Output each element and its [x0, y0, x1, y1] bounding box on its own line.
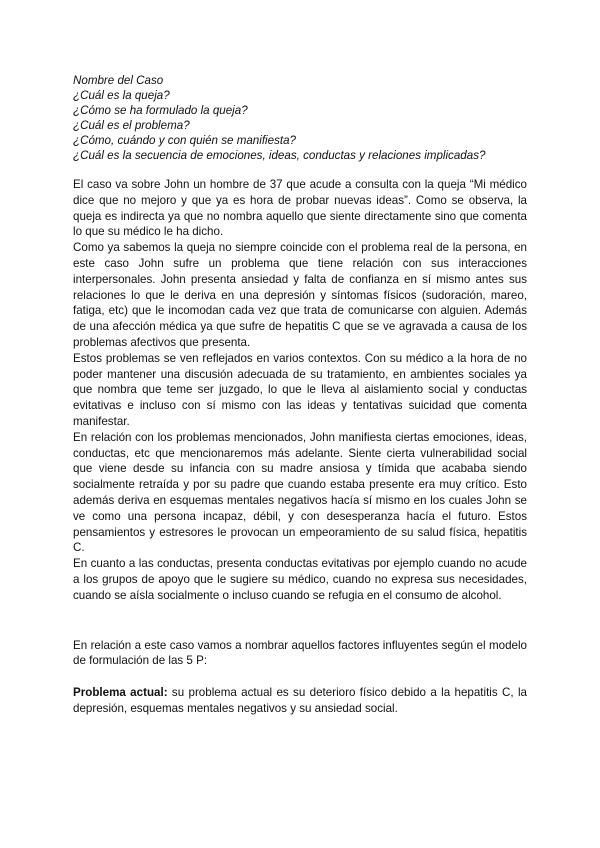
paragraph: En cuanto a las conductas, presenta conductas evitativas por ejemplo cuando no acude a los grupos de apoyo que le sugiere su médico, cuando no expresa sus necesidades, cuando se aísla socialmente o incluso cuando se refugia en el consumo de alcohol. — [73, 557, 527, 602]
question-manifestation: ¿Cómo, cuándo y con quién se manifiesta? — [73, 134, 296, 147]
question-problem: ¿Cuál es el problema? — [73, 119, 190, 132]
current-problem-label: Problema actual: — [73, 686, 168, 700]
question-case-name: Nombre del Caso — [73, 74, 164, 87]
paragraph: El caso va sobre John un hombre de 37 que acude a consulta con la queja “Mi médico dice que no mejoro y que ya es hora de probar nuevas ideas”. Como se observa, la queja es indirecta ya que no nombra aquello que siente directamente sino que comenta lo que su médico le ha dicho. — [73, 178, 527, 239]
guiding-questions — [73, 73, 527, 163]
question-complaint-formulation: ¿Cómo se ha formulado la queja? — [73, 104, 248, 117]
question-sequence: ¿Cuál es la secuencia de emociones, ideas, conductas y relaciones implicadas? — [73, 149, 486, 162]
current-problem-text: su problema actual es su deterioro físico debido a la hepatitis C, la depresión, esquemas mentales negativos y su ansiedad social. — [73, 686, 527, 715]
paragraph: Estos problemas se ven reflejados en varios contextos. Con su médico a la hora de no poder mantener una discusión adecuada de su tratamiento, en ambientes sociales ya que nombra que teme ser juzgado, lo que le lleva al aislamiento social y conductas evitativas e incluso con sí mismo con las ideas y tentativas suicidad que comenta manifestar. — [73, 351, 527, 428]
case-description — [73, 177, 527, 717]
current-problem — [73, 685, 527, 717]
paragraph: En relación con los problemas mencionados, John manifiesta ciertas emociones, ideas, conductas, etc que mencionaremos más adelante. Siente cierta vulnerabilidad social que viene desde su infancia con su madre ansiosa y tímida que acababa siendo socialmente retraída y por su padre que cuando estaba presente era muy crítico. Esto además deriva en esquemas mentales negativos hacía sí mismo en los cuales John se ve como una persona incapaz, débil, y con desesperanza hacía el futuro. Estos pensamientos y estresores le provocan un empeoramiento de su salud física, hepatitis C. — [73, 430, 527, 555]
five-p-intro: En relación a este caso vamos a nombrar aquellos factores influyentes según el modelo de formulación de las 5 P: — [73, 638, 527, 668]
question-complaint: ¿Cuál es la queja? — [73, 89, 170, 102]
paragraph: Como ya sabemos la queja no siempre coincide con el problema real de la persona, en este caso John sufre un problema que tiene relación con sus interacciones interpersonales. John presenta ansiedad y falta de confianza en sí mismo antes sus relaciones lo que le deriva en una depresión y síntomas físicos (sudoración, mareo, fatiga, etc) que le incomodan cada vez que trata de comunicarse con alguien. Además de una afección médica ya que sufre de hepatitis C que se ve agravada a causa de los problemas afectivos que presenta. — [73, 241, 527, 349]
spacer — [73, 669, 527, 685]
spacer — [73, 604, 527, 638]
